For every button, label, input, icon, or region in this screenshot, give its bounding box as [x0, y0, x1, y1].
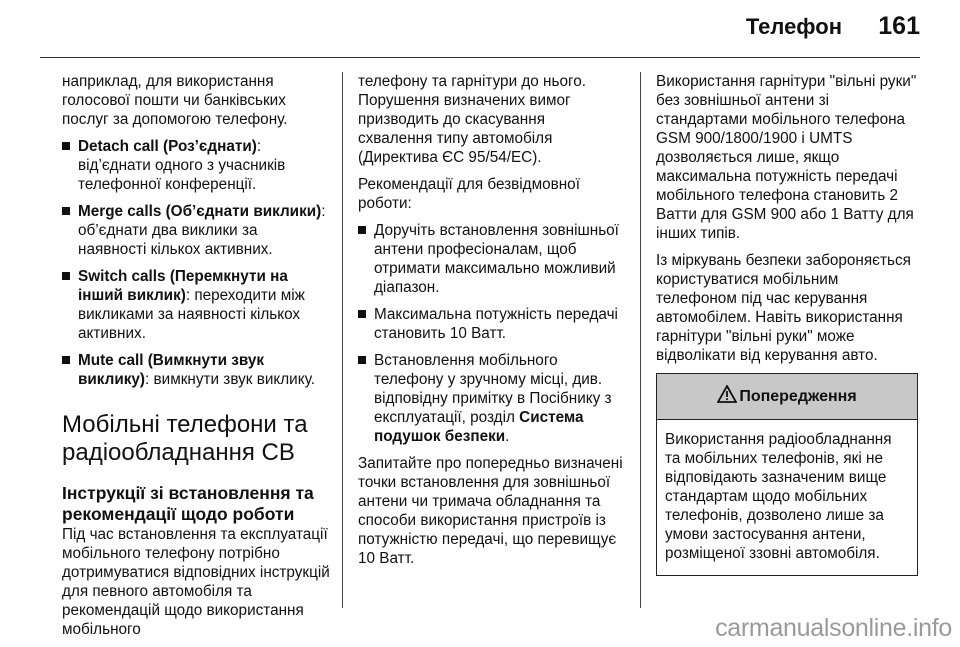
header-title: Телефон	[745, 14, 842, 39]
bullet-text: : об’єднати два виклики за наявності кількох активних.	[78, 203, 326, 258]
bullet-term: Merge calls (Об’єднати виклики)	[78, 203, 322, 220]
body-paragraph: Рекомендації для безвідмовної роботи:	[358, 176, 580, 212]
list-item	[62, 137, 330, 194]
warning-triangle-icon	[717, 385, 737, 403]
column-divider-1	[342, 72, 343, 608]
bullet-text: : від’єднати одного з учасників телефонної конференції.	[78, 138, 286, 193]
bullet-term: Detach call (Роз’єднати)	[78, 138, 257, 155]
body-paragraph: телефону та гарнітури до нього. Порушення визначених вимог призводить до скасування схвалення типу автомобіля (Директива ЄС 95/54/ЕС).	[358, 73, 586, 166]
warning-box	[656, 373, 918, 576]
bullet-term: Switch calls (Перемкнути на інший виклик)	[78, 268, 288, 304]
bullet-text: : вимкнути звук виклику.	[145, 371, 315, 388]
page-number: 161	[878, 12, 920, 40]
body-paragraph: Використання гарнітури "вільні руки" без зовнішньої антени зі стандартами мобільного телефона GSM 900/1800/1900 і UMTS дозволяється лише, якщо максимальна потужність передачі мобільного телефона становить 2 Ватти для GSM 900 або 1 Ватту для інших типів.	[656, 73, 917, 242]
bullet-term: Mute call (Вимкнути звук виклику)	[78, 352, 265, 388]
recommendations-list	[358, 221, 623, 446]
warning-title: Попередження	[739, 388, 857, 405]
intro-paragraph: наприклад, для використання голосової пошти чи банківських послуг за допомогою телефону.	[62, 73, 288, 128]
bullet-text: : переходити між викликами за наявності кількох активних.	[78, 287, 305, 342]
warning-header	[657, 374, 917, 420]
watermark-text: carmanualsonline.info	[715, 614, 952, 642]
body-paragraph: Запитайте про попередньо визначені точки встановлення для зовнішньої антени чи тримача обладнання та способи використання пристроїв із потужністю передачі, що перевищує 10 Ватт.	[358, 455, 623, 567]
bullet-square-icon	[62, 207, 70, 215]
list-item	[358, 351, 623, 446]
bullet-square-icon	[62, 142, 70, 150]
list-item	[62, 202, 330, 259]
bullet-square-icon	[62, 356, 70, 364]
header-divider	[40, 57, 920, 58]
column-divider-2	[640, 72, 641, 608]
list-item	[62, 351, 330, 389]
page-header	[0, 0, 960, 58]
body-paragraph: Із міркувань безпеки забороняється користуватися мобільним телефоном під час керування автомобілем. Навіть використання гарнітури "вільні руки" може відволікати від керування авто.	[656, 252, 911, 364]
body-paragraph: Під час встановлення та експлуатації мобільного телефону потрібно дотримуватися відповідних інструкцій для певного автомобіля та рекомендацій щодо використання мобільного	[62, 526, 330, 638]
column-3	[656, 72, 918, 576]
bullet-text: Максимальна потужність передачі становить 10 Ватт.	[374, 306, 618, 342]
bullet-text: Встановлення мобільного телефону у зручному місці, див. відповідну примітку в Посібнику з експлуатації, розділ	[374, 352, 612, 426]
bullet-square-icon	[358, 356, 366, 364]
bullet-square-icon	[62, 272, 70, 280]
list-item	[358, 305, 623, 343]
bullet-tail: .	[505, 428, 510, 445]
call-options-list	[62, 137, 330, 389]
bullet-square-icon	[358, 226, 366, 234]
subheading: Інструкції зі встановлення та рекомендації щодо роботи	[62, 483, 314, 524]
column-2	[358, 72, 623, 576]
bullet-square-icon	[358, 310, 366, 318]
list-item	[358, 221, 623, 297]
airbag-section-link-text: Система подушок безпеки	[374, 409, 584, 445]
section-title: Мобільні телефони та радіообладнання СВ	[62, 411, 308, 466]
bullet-text: Доручіть встановлення зовнішньої антени професіоналам, щоб отримати максимально можливий діапазон.	[374, 222, 619, 296]
list-item	[62, 267, 330, 343]
warning-text: Використання радіообладнання та мобільних телефонів, які не відповідають зазначеним вище стандартам щодо мобільних телефонів, дозволено лише за умови застосування антени, розміщеної ззовні автомобіля.	[665, 431, 892, 562]
watermark	[0, 614, 960, 643]
column-1	[62, 72, 330, 647]
